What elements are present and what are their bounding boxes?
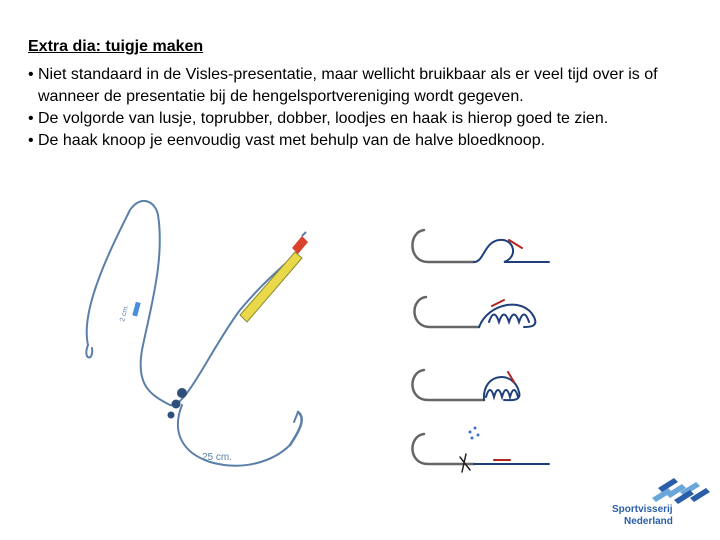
knot-step-2 xyxy=(414,297,535,327)
logo-line-2: Nederland xyxy=(624,516,673,527)
bullet-text: Niet standaard in de Visles-presentatie, maar wellicht bruikbaar als er veel tijd over is of wanneer de presentatie bij de hengelsportvereniging wordt gegeven. xyxy=(38,66,658,105)
hook-line xyxy=(178,405,290,466)
rig-illustration xyxy=(70,190,330,480)
bullet-item xyxy=(28,64,708,108)
toprubber xyxy=(132,302,140,317)
knot-step-1 xyxy=(412,230,549,262)
line-loop xyxy=(86,345,92,357)
bullet-dot: • xyxy=(28,110,34,127)
float xyxy=(240,232,308,322)
knot-step-3 xyxy=(412,370,519,400)
slide-title: Extra dia: tuigje maken xyxy=(28,38,204,55)
bullet-list xyxy=(28,64,708,152)
knot-steps xyxy=(404,222,554,500)
line-main xyxy=(87,201,300,405)
rig-label-rubber: 2 cm. xyxy=(119,304,131,323)
bullet-text: De volgorde van lusje, toprubber, dobber, loodjes en haak is hierop goed te zien. xyxy=(38,110,609,127)
knot-step-4 xyxy=(412,427,549,473)
bullet-item xyxy=(28,130,708,152)
logo-mark-icon xyxy=(612,476,712,506)
bullet-item xyxy=(28,108,708,130)
sinker-1 xyxy=(177,388,187,398)
bullet-dot: • xyxy=(28,66,34,83)
sinker-2 xyxy=(172,400,181,409)
sinker-3 xyxy=(168,412,175,419)
logo-line-1: Sportvisserij xyxy=(612,504,673,515)
bullet-text: De haak knoop je eenvoudig vast met behulp van de halve bloedknoop. xyxy=(38,132,546,149)
bullet-dot: • xyxy=(28,132,34,149)
logo xyxy=(612,476,712,532)
rig-label-length: 25 cm. xyxy=(202,452,233,463)
hook-point xyxy=(294,412,298,422)
